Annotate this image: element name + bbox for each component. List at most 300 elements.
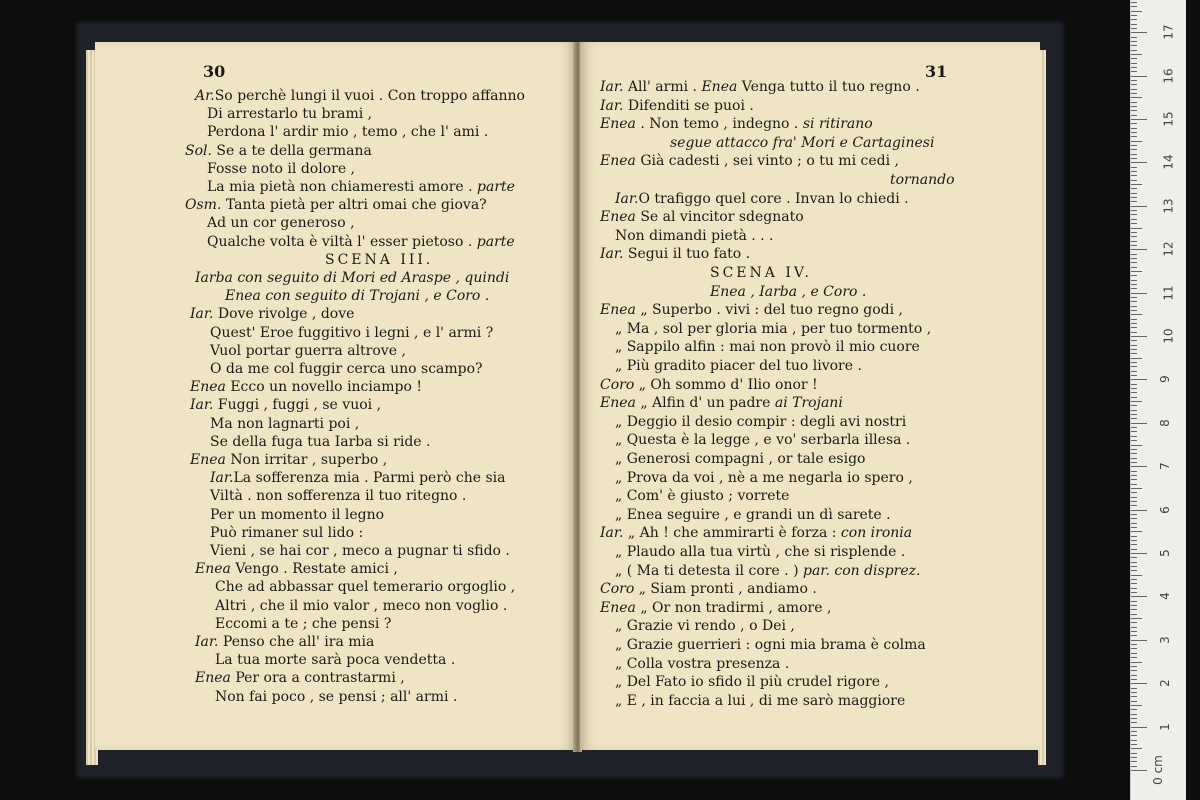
line-text: Dove rivolge , dove [213, 306, 355, 323]
text-line [710, 283, 866, 301]
ruler-tick [1131, 132, 1137, 133]
text-line [615, 673, 889, 691]
ruler-tick [1131, 666, 1137, 667]
ruler-tick [1131, 436, 1137, 437]
line-text: Altri , che il mio valor , meco non voglio . [215, 597, 508, 614]
ruler-tick [1131, 232, 1137, 233]
speaker-label: Coro [600, 581, 635, 598]
stage-direction: con ironia [840, 525, 913, 542]
text-line [185, 196, 487, 214]
ruler-tick [1131, 362, 1137, 363]
text-line [600, 376, 818, 394]
ruler-tick [1131, 201, 1137, 202]
ruler-tick [1131, 727, 1147, 728]
ruler-tick [1131, 375, 1137, 376]
line-text: Perdona l' ardir mio , temo , che l' ami . [207, 124, 489, 141]
speaker-label: Enea [190, 379, 226, 396]
ruler-tick [1131, 71, 1137, 72]
ruler-tick [1131, 566, 1137, 567]
ruler-tick [1131, 549, 1137, 550]
text-line [210, 324, 493, 342]
ruler-label: 15 [1161, 111, 1176, 127]
ruler-tick [1131, 80, 1137, 81]
text-line [600, 394, 843, 412]
ruler-tick [1131, 709, 1137, 710]
ruler-label: 4 [1157, 592, 1172, 601]
text-line [600, 580, 817, 598]
scene-title: SCENA IV. [710, 265, 812, 281]
ruler-tick [1131, 280, 1137, 281]
ruler-tick [1131, 701, 1137, 702]
ruler-tick [1131, 440, 1137, 441]
text-line [190, 396, 381, 414]
text-line [615, 227, 774, 245]
ruler-tick [1131, 588, 1137, 589]
speaker-label: Enea [195, 561, 231, 578]
stage-direction: par. con disprez. [802, 562, 921, 579]
ruler-tick [1131, 392, 1137, 393]
text-line [600, 78, 920, 96]
stage-direction: Enea con seguito di Trojani , e Coro . [225, 288, 490, 305]
text-line [615, 636, 926, 654]
ruler-tick [1131, 123, 1137, 124]
text-line [215, 688, 457, 706]
text-line [670, 134, 934, 152]
line-text: Può rimaner sul lido : [210, 524, 364, 541]
ruler-tick [1131, 162, 1147, 163]
ruler-tick [1131, 648, 1137, 649]
line-text: „ Generosi compagni , or tale esigo [615, 451, 866, 467]
speaker-label: Iar. [600, 246, 624, 263]
text-line [195, 633, 374, 651]
ruler-tick [1131, 766, 1137, 767]
line-text: „ Grazie vi rendo , o Dei , [615, 618, 795, 635]
speaker-label: Ar. [195, 88, 215, 104]
ruler-tick [1131, 102, 1137, 103]
ruler-tick [1131, 223, 1137, 224]
scene-title: SCENA III. [325, 251, 434, 268]
ruler-tick [1131, 536, 1137, 537]
ruler-tick [1131, 332, 1137, 333]
ruler-tick [1131, 622, 1137, 623]
ruler-tick [1131, 306, 1137, 307]
ruler-tick [1131, 219, 1137, 220]
ruler-tick [1131, 618, 1142, 619]
ruler-tick [1131, 249, 1147, 250]
line-text: So perchè lungi il vuoi . [214, 88, 388, 104]
ruler-tick [1131, 453, 1137, 454]
ruler-tick [1131, 501, 1137, 502]
line-text: Vuol portar guerra altrove , [210, 342, 406, 359]
speaker-label: Coro [600, 376, 635, 393]
line-text: „ Prova da voi , nè a me negarla io spero , [615, 469, 913, 486]
ruler-tick [1131, 323, 1137, 324]
ruler-tick [1131, 336, 1147, 337]
ruler-tick [1131, 466, 1147, 467]
ruler-tick [1131, 206, 1147, 207]
ruler-tick [1131, 349, 1137, 350]
speaker-label: Osm. [185, 197, 222, 214]
speaker-label: Iar. [600, 79, 624, 95]
ruler-tick [1131, 423, 1147, 424]
speaker-label: Enea [600, 153, 636, 170]
speaker-label: Enea [701, 79, 738, 95]
ruler-tick [1131, 401, 1142, 402]
ruler-tick [1131, 128, 1137, 129]
line-text: Fuggi , fuggi , se vuoi , [213, 397, 382, 414]
ruler-tick [1131, 366, 1137, 367]
ruler-tick [1131, 15, 1137, 16]
ruler-label: 2 [1157, 679, 1172, 688]
text-line [615, 543, 905, 561]
text-line [190, 378, 422, 396]
ruler-tick [1131, 293, 1147, 294]
text-line [600, 599, 831, 617]
text-line [207, 123, 488, 141]
text-line [615, 655, 789, 673]
speaker-label: Sol. [185, 142, 212, 159]
text-line [210, 506, 384, 524]
line-text: „ Grazie guerrieri : ogni mia brama è colma [615, 637, 926, 653]
ruler-tick [1131, 722, 1137, 723]
line-text: Per ora a contrastarmi , [230, 670, 405, 687]
ruler-tick [1131, 319, 1137, 320]
ruler-tick [1131, 553, 1147, 554]
ruler-tick [1131, 145, 1137, 146]
line-text: La tua morte sarà poca vendetta . [215, 652, 456, 669]
ruler-label: 14 [1161, 154, 1176, 171]
line-text: „ Questa è la legge , e vo' serbarla illesa . [615, 432, 911, 449]
line-text: Segui il tuo fato . [623, 246, 751, 263]
ruler-tick [1131, 471, 1137, 472]
ruler-tick [1131, 670, 1137, 671]
ruler-tick [1131, 562, 1137, 563]
line-text: Penso che all' ira mia [218, 634, 375, 650]
line-text: Quest' Eroe fuggitivo i legni , e l' armi ? [210, 324, 494, 341]
speaker-label: Enea [195, 670, 231, 687]
ruler-tick [1131, 405, 1137, 406]
ruler-tick [1131, 340, 1137, 341]
ruler-tick [1131, 679, 1137, 680]
ruler-tick [1131, 761, 1137, 762]
text-line [210, 415, 359, 433]
text-line [615, 190, 909, 208]
ruler-tick [1131, 479, 1137, 480]
text-line [215, 597, 507, 615]
ruler-tick [1131, 527, 1137, 528]
ruler-tick [1131, 570, 1137, 571]
ruler-tick [1131, 54, 1142, 55]
line-text: Ecco un novello inciampo ! [225, 379, 422, 396]
ruler-tick [1131, 575, 1142, 576]
text-line [615, 357, 862, 375]
line-text: Se della fuga tua Iarba si ride . [210, 433, 431, 450]
line-text: Difenditi se puoi . [623, 97, 754, 114]
line-text: Non irritar , superbo , [225, 452, 388, 468]
text-line [207, 178, 515, 196]
speaker-label: Enea [190, 452, 226, 468]
ruler-tick [1131, 510, 1147, 511]
ruler-tick [1131, 210, 1137, 211]
ruler-tick [1131, 705, 1142, 706]
line-text: Già cadesti , sei vinto ; o tu mi cedi , [635, 153, 899, 170]
text-line [600, 97, 754, 115]
line-text: „ Colla vostra presenza . [615, 655, 790, 672]
ruler-tick [1131, 458, 1137, 459]
text-line [207, 105, 372, 123]
speaker-label: Iar. [190, 306, 214, 323]
ruler-label: 1 [1157, 722, 1172, 731]
text-line [890, 171, 955, 189]
ruler-tick [1131, 627, 1137, 628]
line-text: . Non temo , indegno . [635, 116, 803, 133]
ruler-tick [1131, 63, 1137, 64]
line-text: „ Ma , sol per gloria mia , per tuo tormento , [615, 320, 932, 337]
ruler-tick [1131, 297, 1137, 298]
line-text: „ Siam pronti , andiamo . [634, 581, 817, 598]
ruler-tick [1131, 119, 1147, 120]
ruler-tick [1131, 301, 1137, 302]
ruler-tick [1131, 583, 1137, 584]
line-text: „ Sappilo alfin : mai non provò il mio cuore [615, 339, 920, 356]
text-line [600, 524, 912, 542]
ruler-tick [1131, 414, 1137, 415]
ruler-tick [1131, 11, 1142, 12]
ruler-tick [1131, 505, 1137, 506]
ruler-label: 13 [1161, 198, 1176, 214]
ruler-tick [1131, 76, 1147, 77]
speaker-label: Enea [600, 395, 636, 412]
text-line [215, 615, 391, 633]
text-line [615, 338, 920, 356]
line-text: „ Del Fato io sfido il più crudel rigore , [615, 674, 889, 691]
ruler-tick [1131, 258, 1137, 259]
ruler-tick [1131, 241, 1137, 242]
left-page [95, 42, 575, 750]
line-text: „ Deggio il desio compir : degli avi nostri [615, 413, 907, 430]
ruler-tick [1131, 601, 1137, 602]
line-text: „ Superbo . vivi : del tuo regno godi , [635, 302, 903, 319]
line-text: Invan lo chiedi . [795, 190, 909, 207]
ruler-tick [1131, 696, 1137, 697]
line-text: „ Oh sommo d' Ilio onor ! [634, 376, 818, 393]
line-text: „ Ah ! che ammirarti è forza : [623, 525, 841, 542]
stage-direction: segue attacco fra' Mori e Cartaginesi [670, 134, 935, 151]
ruler-tick [1131, 6, 1137, 7]
ruler-tick [1131, 410, 1137, 411]
text-line [195, 269, 509, 287]
line-text: O da me col fuggir cerca uno scampo? [210, 361, 483, 377]
ruler-tick [1131, 744, 1137, 745]
ruler-tick [1131, 353, 1137, 354]
ruler-label: 3 [1157, 635, 1172, 644]
ruler-tick [1131, 371, 1137, 372]
ruler-tick [1131, 67, 1137, 68]
line-text: Vieni , se hai cor , meco a pugnar ti sfido . [210, 543, 510, 559]
line-text: „ ( Ma ti detesta il core . ) [615, 562, 803, 579]
ruler-label: 0 cm [1150, 755, 1165, 785]
ruler-tick [1131, 497, 1137, 498]
ruler-tick [1131, 275, 1137, 276]
ruler-tick [1131, 28, 1137, 29]
ruler-tick [1131, 427, 1137, 428]
speaker-label: Iar. [195, 634, 219, 650]
ruler-tick [1131, 154, 1137, 155]
ruler-tick [1131, 19, 1137, 20]
text-line [615, 692, 905, 710]
ruler-tick [1131, 644, 1137, 645]
stage-direction: si ritirano [802, 116, 873, 133]
text-line [210, 360, 483, 378]
ruler-tick [1131, 657, 1137, 658]
ruler-tick [1131, 158, 1137, 159]
ruler-tick [1131, 50, 1137, 51]
stage-direction: Iarba con seguito di Mori ed Araspe , quindi [195, 270, 510, 286]
text-line [615, 413, 906, 431]
ruler-tick [1131, 284, 1137, 285]
ruler-tick [1131, 397, 1137, 398]
line-text: Venga tutto il tuo regno . [737, 79, 920, 95]
ruler-tick [1131, 518, 1137, 519]
ruler-tick [1131, 214, 1137, 215]
text-line [600, 152, 899, 170]
text-line [190, 305, 354, 323]
ruler-tick [1131, 735, 1137, 736]
ruler-tick [1131, 731, 1137, 732]
ruler-tick [1131, 115, 1137, 116]
text-line [195, 560, 398, 578]
text-line [210, 542, 510, 560]
line-text: „ Più gradito piacer del tuo livore . [615, 358, 862, 374]
ruler-tick [1131, 188, 1137, 189]
ruler-tick [1131, 136, 1137, 137]
line-text: Eccomi a te ; che pensi ? [215, 615, 392, 632]
ruler-tick [1131, 740, 1137, 741]
ruler-tick [1131, 58, 1137, 59]
ruler-tick [1131, 45, 1137, 46]
ruler-tick [1131, 41, 1137, 42]
ruler-tick [1131, 314, 1142, 315]
ruler-tick [1131, 445, 1142, 446]
line-text: „ E , in faccia a lui , di me sarò maggiore [615, 692, 906, 709]
right-page [580, 42, 1040, 750]
ruler-tick [1131, 475, 1137, 476]
ruler-tick [1131, 89, 1137, 90]
ruler-tick [1131, 531, 1142, 532]
line-text: Tanta pietà per altri omai che giova? [221, 197, 487, 214]
speaker-label: Enea [600, 599, 636, 616]
ruler-tick [1131, 267, 1137, 268]
line-text: Che ad abbassar quel temerario orgoglio , [215, 579, 516, 596]
text-line [207, 214, 355, 232]
ruler-tick [1131, 640, 1147, 641]
text-line [600, 301, 903, 319]
ruler-tick [1131, 327, 1137, 328]
line-text: Non dimandi pietà . . . [615, 227, 774, 244]
ruler-tick [1131, 540, 1137, 541]
ruler-tick [1131, 228, 1142, 229]
text-line [195, 669, 405, 687]
ruler-tick [1131, 605, 1137, 606]
ruler-tick [1131, 675, 1137, 676]
ruler-tick [1131, 93, 1137, 94]
ruler-tick [1131, 748, 1142, 749]
ruler-tick [1131, 193, 1137, 194]
ruler-tick [1131, 523, 1137, 524]
ruler-tick [1131, 149, 1137, 150]
ruler-label: 17 [1161, 24, 1176, 40]
ruler-tick [1131, 596, 1147, 597]
ruler-label: 8 [1157, 418, 1172, 427]
ruler-tick [1131, 688, 1137, 689]
ruler-label: 10 [1161, 328, 1176, 344]
ruler-tick [1131, 141, 1142, 142]
ruler-tick [1131, 271, 1142, 272]
ruler-tick [1131, 514, 1137, 515]
ruler-tick [1131, 262, 1137, 263]
line-text: Se al vincitor sdegnato [635, 209, 804, 226]
text-line [190, 451, 387, 469]
line-text: Parmi però che sia [373, 470, 506, 487]
speaker-label: Iar. [615, 190, 639, 207]
speaker-label: Enea [600, 209, 636, 226]
ruler-tick [1131, 592, 1137, 593]
ruler-tick [1131, 84, 1137, 85]
text-line [615, 617, 795, 635]
line-text: Vengo . Restate amici , [230, 561, 398, 578]
speaker-label: Enea [600, 302, 636, 319]
text-line [215, 578, 515, 596]
speaker-label: Iar. [190, 397, 214, 414]
ruler-tick [1131, 609, 1137, 610]
ruler-tick [1131, 184, 1142, 185]
ruler-tick [1131, 24, 1137, 25]
ruler-tick [1131, 757, 1137, 758]
line-text: Fosse noto il dolore , [207, 160, 356, 177]
ruler-tick [1131, 544, 1137, 545]
text-line [600, 208, 804, 226]
page-number: 30 [203, 62, 226, 81]
ruler-tick [1131, 431, 1137, 432]
ruler-tick [1131, 37, 1137, 38]
ruler-tick [1131, 254, 1137, 255]
ruler-tick [1131, 384, 1137, 385]
ruler-label: 5 [1157, 549, 1172, 557]
ruler-tick [1131, 484, 1137, 485]
ruler-tick [1131, 197, 1137, 198]
line-text: Non fai poco , se pensi ; all' armi . [215, 688, 458, 705]
ruler-tick [1131, 692, 1137, 693]
line-text: La mia pietà non chiameresti amore . [207, 179, 478, 195]
line-text: O trafiggo quel core . [638, 190, 796, 207]
speaker-label: Iar. [210, 470, 234, 487]
text-line [615, 320, 931, 338]
ruler-tick [1131, 358, 1142, 359]
line-text: „ Alfin d' un padre [635, 395, 775, 412]
ruler-tick [1131, 653, 1137, 654]
text-line [225, 287, 489, 305]
ruler-tick [1131, 2, 1137, 3]
ruler-tick [1131, 492, 1137, 493]
line-text: Per un momento il legno [210, 506, 385, 523]
ruler-label: 6 [1157, 505, 1172, 514]
ruler-tick [1131, 97, 1142, 98]
text-line [600, 245, 750, 263]
ruler-tick [1131, 167, 1137, 168]
text-line [207, 233, 515, 251]
ruler-tick [1131, 631, 1137, 632]
ruler-tick [1131, 175, 1137, 176]
